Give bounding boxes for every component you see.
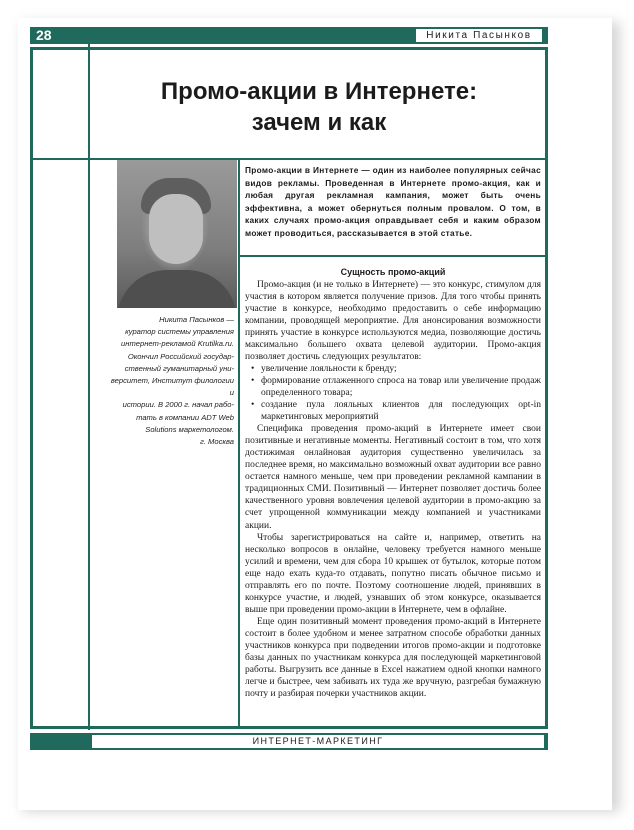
caption-line: тать в компании ADT Web <box>136 412 234 422</box>
photo-face-shape <box>149 194 203 264</box>
list-item: • создание пула лояльных клиентов для последующих opt-in маркетинговых мероприятий <box>245 399 541 423</box>
results-list <box>245 363 541 423</box>
caption-line: г. Москва <box>200 437 234 447</box>
caption-line: верситет, Институт филологии и <box>110 376 234 398</box>
left-margin-rule <box>88 44 90 730</box>
paragraph: Промо-акция (и не только в Интернете) — это конкурс, стимулом для участия в котором является получение призов. Для того чтобы принять участие в конкурсе, необходимо предоставить о себе информацию компании, проводящей мероприятие. Для анонсирования возможности принять участие в конкурсе используются медиа, позволяющие достичь максимально большего охвата целевой аудитории. Промо-акция позволяет достичь следующих результатов: <box>245 279 541 362</box>
title-line-2: зачем и как <box>251 109 387 136</box>
author-photo <box>117 160 237 308</box>
caption-line: ственный гуманитарный уни- <box>124 363 234 373</box>
author-caption <box>110 314 234 448</box>
caption-line: Solutions маркетологом. <box>145 424 234 434</box>
list-item: • увеличение лояльности к бренду; <box>245 363 541 375</box>
photo-shoulders-shape <box>117 270 237 308</box>
article-body <box>245 266 541 700</box>
caption-line: истории. В 2000 г. начал рабо- <box>122 400 234 410</box>
paragraph: Еще один позитивный момент проведения промо-акций в Интернете состоит в более удобном и менее затратном способе обработки данных участников конкурса при подведении итогов промо-акции и подготовке базы данных по участникам конкурса для последующей маркетинговой работы. Выгрузить все данные в Excel нажатием одной кнопки намного легче и быстрее, чем забивать их туда же вручную, разгребая бумажную почту и разбирая почерки участников акции. <box>245 616 541 700</box>
lead-divider <box>240 255 548 257</box>
paragraph: Чтобы зарегистрироваться на сайте и, например, ответить на несколько вопросов в онлайне, человеку требуется намного меньше усилий и времени, чем для сбора 10 крышек от бутылок, которые потом еще надо ехать куда-то отдавать, попутно писать обычное письмо и отправлять его по почте. Поэтому соотношение людей, принявших в конкурсе участие, и людей, узнавших об этом конкурсе, оказывается выше при проведении промо-акции в Интернете, чем в офлайне. <box>245 532 541 615</box>
page-number: 28 <box>36 27 52 43</box>
title-line-1: Промо-акции в Интернете: <box>160 78 478 105</box>
caption-line: Никита Пасынков — <box>159 315 234 324</box>
article-title <box>90 76 548 138</box>
article-lead: Промо-акции в Интернете — один из наиболее популярных сейчас видов рекламы. Проведенная в Интернете промо-акция, как и любая другая рекламная кампания, может быть очень эффективна, а может обернуться полным провалом. О том, в каких случаях промо-акция оправдывает себя и каким образом может проводиться, рассказывается в этой статье. <box>245 165 541 238</box>
caption-line: куратор системы управления <box>125 327 234 337</box>
column-divider <box>238 160 240 728</box>
running-head-author: Никита Пасынков <box>416 29 542 42</box>
list-item: • формирование отлаженного спроса на товар или увеличение продаж определенного товара; <box>245 375 541 399</box>
caption-line: Окончил Российский государ- <box>127 351 234 361</box>
section-heading: Сущность промо-акций <box>340 267 446 277</box>
paragraph: Специфика проведения промо-акций в Интернете имеет свои позитивные и негативные моменты. Негативный состоит в том, что хотя достижимая онлайновая аудитория существенно увеличилась за последнее время, но максимально возможный охват аудитории все равно остается намного меньше, чем при проведении рекламной кампании в традиционных СМИ. Позитивный — Интернет позволяет достичь более качественного уровня вовлечения целевой аудитории в промо-акцию за счет упрощенной коммуникации между компанией и участниками акции. <box>245 424 541 531</box>
footer-section-label: ИНТЕРНЕТ-МАРКЕТИНГ <box>92 735 544 748</box>
caption-line: интернет-рекламой Krutilka.ru. <box>121 339 234 349</box>
title-divider <box>30 158 548 160</box>
